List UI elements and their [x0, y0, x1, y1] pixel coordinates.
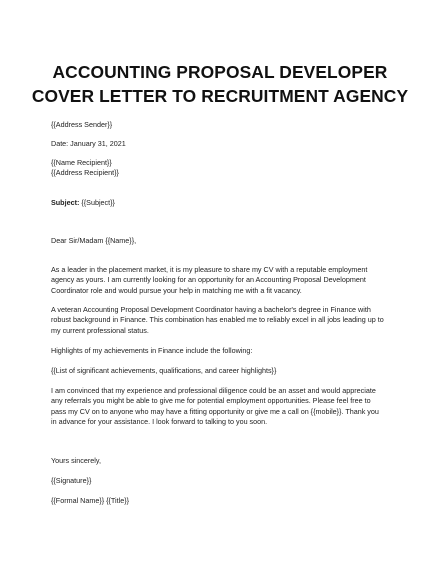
paragraph-line: pass my CV on to anyone who may have a fitting opportunity or give me a call on {{mobile}}. Thank you [51, 406, 379, 416]
document-title-line-2: COVER LETTER TO RECRUITMENT AGENCY [31, 86, 409, 106]
formal-name-title: {{Formal Name}} {{Title}} [51, 496, 130, 505]
subject-label: Subject: [51, 198, 80, 207]
closing: Yours sincerely, [51, 456, 101, 465]
paragraph-line: any referrals you might be able to give me for potential employment opportunities. Please feel free to [51, 396, 371, 406]
paragraph-line: I am convinced that my experience and professional diligence could be an asset and would appreciate [51, 386, 376, 395]
paragraph-closing [51, 386, 391, 428]
paragraph-line: Coordinator role and would pursue your help in matching me with a fit vacancy. [51, 285, 302, 295]
document-title-line-1: ACCOUNTING PROPOSAL DEVELOPER [52, 62, 388, 82]
paragraph-intro [51, 265, 391, 296]
paragraph-line: agency as yours. I am currently looking for an opportunity for an Accounting Proposal Development [51, 275, 366, 285]
paragraph-line: As a leader in the placement market, it is my pleasure to share my CV with a reputable employment [51, 265, 368, 274]
paragraph-line: my current professional status. [51, 325, 149, 335]
salutation: Dear Sir/Madam {{Name}}, [51, 236, 137, 245]
letter-date: Date: January 31, 2021 [51, 139, 126, 148]
signature: {{Signature}} [51, 476, 92, 485]
recipient-name: {{Name Recipient}} [51, 158, 112, 167]
paragraph-line: robust background in Finance. This combination has enabled me to reliably excel in all jobs leading up to [51, 315, 384, 325]
paragraph-background [51, 305, 391, 336]
address-sender: {{Address Sender}} [51, 120, 113, 129]
highlights-list: {{List of significant achievements, qualifications, and career highlights}} [51, 366, 277, 375]
paragraph-line: in advance for your assistance. I look forward to talking to you soon. [51, 417, 268, 427]
paragraph-line: A veteran Accounting Proposal Development Coordinator having a bachelor's degree in Finance with [51, 305, 371, 314]
subject-value: {{Subject}} [79, 198, 115, 207]
subject-line [51, 198, 115, 208]
recipient-address: {{Address Recipient}} [51, 168, 119, 177]
highlights-intro: Highlights of my achievements in Finance include the following: [51, 346, 253, 355]
